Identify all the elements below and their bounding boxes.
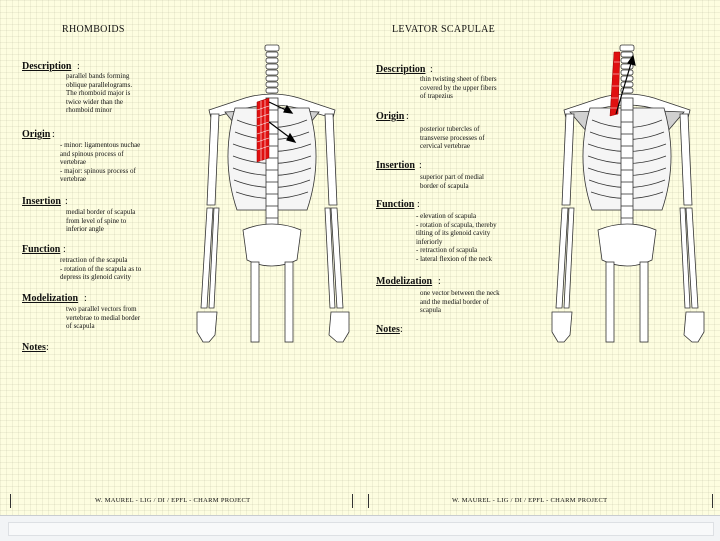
modelization-text: two parallel vectors from vertebrae to medial border of scapula [66,305,141,331]
footer-rule-left [368,494,369,508]
footer-credit: W. MAUREL - LIG / DI / EPFL - CHARM PROJECT [452,497,608,504]
origin-text: - minor: ligamentous nuchae and spinous process of vertebrae - major: spinous process of vertebrae [60,141,141,184]
modelization-label: Modelization [376,276,433,287]
footer-rule-right [352,494,353,508]
right-page-levator-scapulae: LEVATOR SCAPULAE Description : thin twisting sheet of fibers covered by the upper fibers of trapezius Origin : posterior tubercles of transverse processes of cervical vertebrae Insertion : superior part of medial border of scapula Function : - elevation of scapula - rotation of scapula, thereby tilting of its glenoid cavity inferiorly - retraction of scapula - lateral flexion of the neck Modelization : one vector between the neck and the medial border of scapula Notes : W. MAUREL - LIG / DI / EPFL - CHARM PROJECT [360,0,720,515]
page-title: LEVATOR SCAPULAE [392,24,496,35]
insertion-text: medial border of scapula from level of spine to inferior angle [66,208,136,234]
footer-rule-left [10,494,11,508]
description-label: Description [376,64,426,75]
description-text: thin twisting sheet of fibers covered by the upper fibers of trapezius [420,75,497,101]
skeleton-levator-scapulae-illustration [540,40,715,360]
insertion-label: Insertion [22,196,61,207]
notes-label: Notes [376,324,400,335]
left-page-rhomboids: RHOMBOIDS Description : parallel bands forming oblique parallelograms. The rhomboid major is twice wider than the rhomboid minor Origin : - minor: ligamentous nuchae and spinous process of vertebrae - major: spinous process of vertebrae Insertion : medial border of scapula from level of spine to inferior angle Function : retraction of the scapula - rotation of the scapula as to depress its glenoid cavity Modelization : two parallel vectors from vertebrae to medial border of scapula Notes : W. MAUREL - LIG / DI / EPFL - CHARM PROJECT [0,0,360,515]
origin-text: posterior tubercles of transverse processes of cervical vertebrae [420,125,485,151]
function-label: Function [22,244,61,255]
notes-label: Notes [22,342,46,353]
description-text: parallel bands forming oblique parallelograms. The rhomboid major is twice wider than the rhomboid minor [66,72,133,115]
page-title: RHOMBOIDS [62,24,125,35]
origin-label: Origin [22,129,51,140]
footer-credit: W. MAUREL - LIG / DI / EPFL - CHARM PROJECT [95,497,251,504]
function-label: Function [376,199,415,210]
viewer-scroll-track[interactable] [8,522,714,536]
origin-label: Origin [376,111,405,122]
modelization-label: Modelization [22,293,79,304]
viewer-bottom-bar [0,515,720,541]
function-text: - elevation of scapula - rotation of scapula, thereby tilting of its glenoid cavity inferiorly - retraction of scapula - lateral flexion of the neck [416,212,497,263]
insertion-label: Insertion [376,160,415,171]
footer-rule-right [712,494,713,508]
skeleton-rhomboids-illustration [185,40,360,360]
modelization-text: one vector between the neck and the medial border of scapula [420,289,500,315]
function-text: retraction of the scapula - rotation of the scapula as to depress its glenoid cavity [60,256,142,282]
insertion-text: superior part of medial border of scapula [420,173,484,190]
rhomboid-muscle-highlight [257,98,269,162]
description-label: Description [22,61,72,72]
